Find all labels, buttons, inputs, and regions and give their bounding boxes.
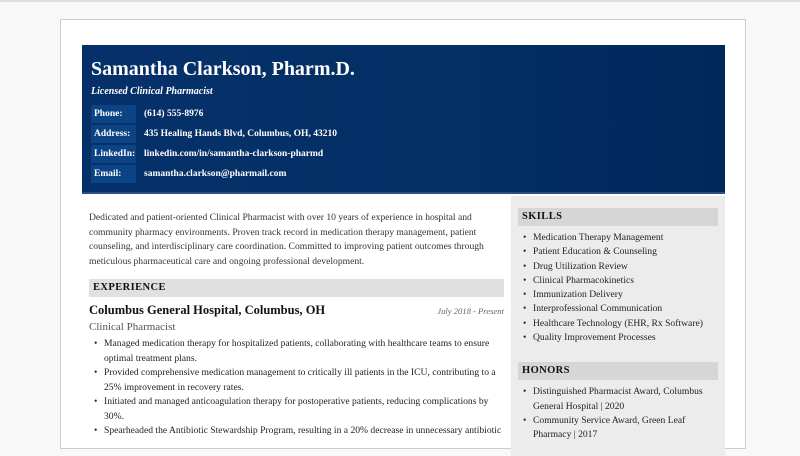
contact-value: 435 Healing Hands Blvd, Columbus, OH, 43210	[144, 129, 337, 139]
contact-address	[91, 125, 716, 143]
candidate-name: Samantha Clarkson, Pharm.D.	[91, 58, 355, 80]
resume-page	[60, 19, 746, 449]
skills-heading: SKILLS	[518, 208, 718, 226]
candidate-title: Licensed Clinical Pharmacist	[91, 86, 213, 97]
list-item: • Interprofessional Communication	[518, 302, 718, 316]
contact-value[interactable]: samantha.clarkson@pharmail.com	[144, 169, 287, 179]
contact-email	[91, 165, 716, 183]
list-item: • Clinical Pharmacokinetics	[518, 274, 718, 288]
contact-value: (614) 555-8976	[144, 109, 204, 119]
list-item: • Distinguished Pharmacist Award, Columbus General Hospital | 2020	[518, 385, 718, 414]
honors-heading: HONORS	[518, 362, 718, 380]
resume-header	[82, 45, 725, 194]
contact-label: Email:	[91, 165, 136, 183]
list-item: • Healthcare Technology (EHR, Rx Software)	[518, 317, 718, 331]
contact-label: LinkedIn:	[91, 145, 136, 163]
main-column	[82, 196, 511, 439]
list-item: • Quality Improvement Processes	[518, 331, 718, 345]
contact-label: Phone:	[91, 105, 136, 123]
list-item: • Provided comprehensive medication management to critically ill patients in the ICU, contributing to a 25% improvement in recovery rates.	[89, 366, 504, 395]
contact-value[interactable]: linkedin.com/in/samantha-clarkson-pharmd	[144, 149, 324, 159]
list-item: • Community Service Award, Green Leaf Pharmacy | 2017	[518, 414, 718, 443]
job-bullets	[89, 337, 504, 439]
list-item: • Initiated and managed anticoagulation therapy for postoperative patients, reducing complications by 30%.	[89, 395, 504, 424]
sidebar	[511, 196, 725, 456]
contact-linkedin	[91, 145, 716, 163]
job-header	[89, 303, 504, 318]
list-item: • Patient Education & Counseling	[518, 245, 718, 259]
job-role: Clinical Pharmacist	[89, 321, 176, 333]
list-item: • Medication Therapy Management	[518, 231, 718, 245]
experience-heading: EXPERIENCE	[89, 279, 504, 297]
summary: Dedicated and patient-oriented Clinical Pharmacist with over 10 years of experience in hospital and community pharmacy environments. Proven track record in medication therapy management, patient counseling, and interdisciplinary care coordination. Committed to improving patient outcomes through meticulous pharmaceutical care and ongoing professional development.	[89, 212, 484, 267]
skills-list	[518, 231, 718, 345]
job-dates: July 2018 - Present	[437, 306, 504, 316]
list-item: • Immunization Delivery	[518, 288, 718, 302]
contact-label: Address:	[91, 125, 136, 143]
top-border	[0, 0, 800, 2]
contact-phone	[91, 105, 716, 123]
contact-table	[91, 105, 716, 183]
company-name: Columbus General Hospital, Columbus, OH	[89, 303, 326, 317]
list-item: • Drug Utilization Review	[518, 260, 718, 274]
list-item: • Spearheaded the Antibiotic Stewardship Program, resulting in a 20% decrease in unnecessary antibiotic	[89, 424, 504, 439]
list-item: • Managed medication therapy for hospitalized patients, collaborating with healthcare teams to ensure optimal treatment plans.	[89, 337, 504, 366]
honors-list	[518, 385, 718, 442]
